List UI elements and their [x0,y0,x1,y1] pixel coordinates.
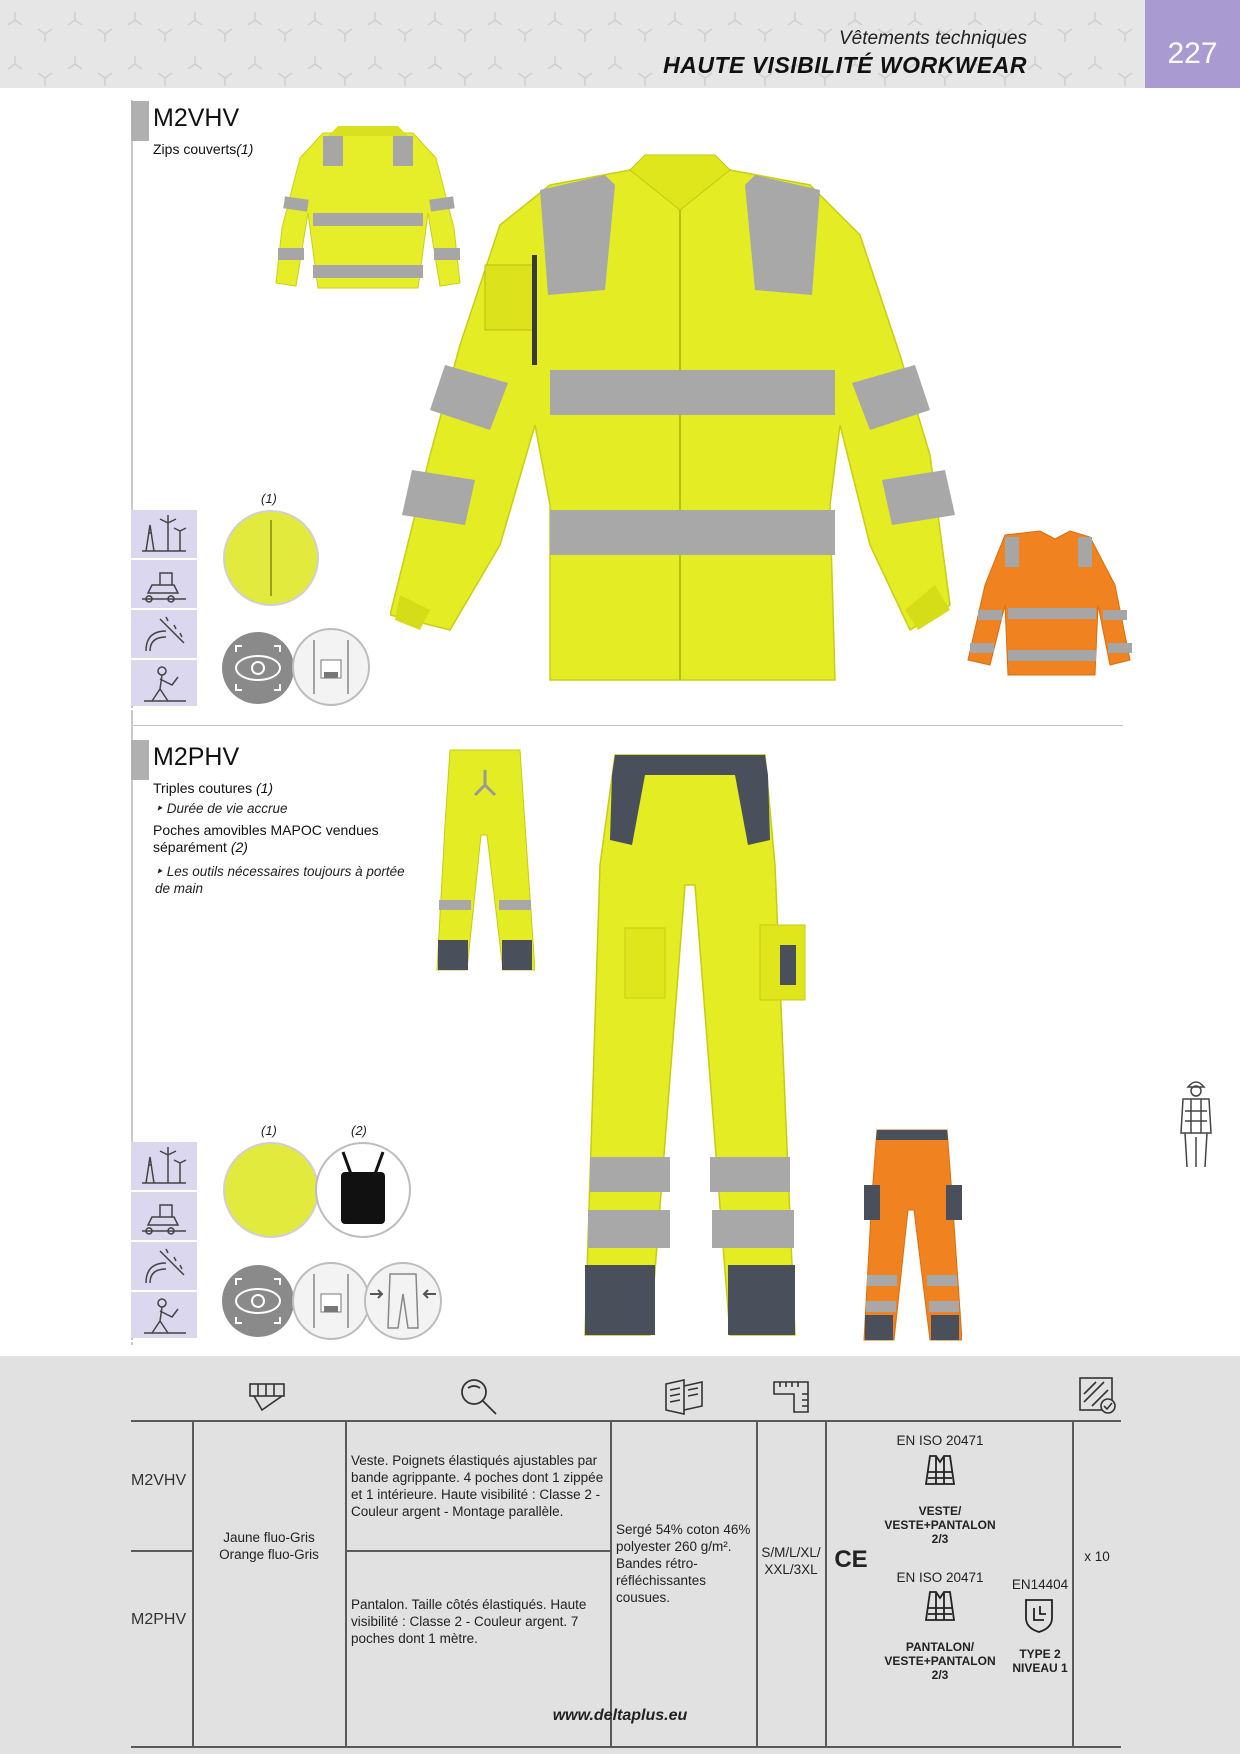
eye-icon [222,1265,294,1337]
trousers-back-image [435,745,535,975]
feature-text: Triples coutures [153,780,253,796]
power-plant-icon [131,1142,197,1192]
jacket-orange-image [960,525,1135,680]
page-header [0,0,1145,88]
section-marker [131,740,149,780]
detail-icon [458,1376,500,1418]
table-rule [192,1420,194,1747]
pocket-icon [294,1264,368,1338]
size-icon [772,1378,812,1416]
description-cell: Pantalon. Taille côtés élastiqués. Haute visibilité : Classe 2 - Couleur argent. 7 poches dont 1 mètre. [351,1597,587,1646]
header-subtitle: Vêtements techniques [838,28,1027,49]
use-icons [131,1142,197,1338]
feature-text: Poches amovibles MAPOC vendues séparément [153,822,379,855]
material-cell: Sergé 54% coton 46% polyester 260 g/m². Bandes rétro-réfléchissantes cousues. [616,1522,751,1605]
standard-class: VESTE/ VESTE+PANTALON 2/3 [884,1504,996,1546]
section-separator [133,725,1123,726]
pocket-circle [292,1262,370,1340]
feature-ref: (2) [230,839,248,855]
hi-vis-vest-icon [922,1452,958,1488]
section-marker [131,101,149,141]
feature-text: Zips couverts [153,141,237,157]
table-rule [825,1420,827,1747]
worker-icon [131,660,197,710]
standard-label: EN ISO 20471 [896,1570,984,1585]
detail-ref-1: (1) [261,1123,277,1138]
feature-sub-text: Les outils nécessaires toujours à portée de main [155,864,405,896]
sizes-cell: S/M/L/XL/ XXL/3XL [761,1545,821,1577]
feature-sub-text: Durée de vie accrue [166,801,288,816]
table-rule [345,1420,347,1747]
hi-vis-vest-icon [922,1588,958,1624]
knee-protection-icon [1022,1596,1056,1634]
trousers-front-image [570,745,810,1345]
table-rule [131,1550,193,1552]
use-icons [131,510,197,706]
zip-line [270,520,272,596]
packaging-cell: x 10 [1084,1549,1110,1564]
telecom-icon [131,610,197,660]
pocket-circle [292,628,370,706]
zip-detail-circle [223,510,319,606]
product-feature-1 [153,780,273,797]
seam-detail-circle [223,1142,319,1238]
header-title: HAUTE VISIBILITÉ WORKWEAR [663,52,1027,78]
table-rule [131,1746,1121,1748]
pocket-icon [294,630,368,704]
construction-site-icon [131,1192,197,1242]
table-rule [756,1420,758,1747]
visibility-circle [222,632,294,704]
telecom-icon [131,1242,197,1292]
row-ref: M2VHV [131,1472,187,1489]
product-name: M2PHV [153,743,240,771]
detail-ref-2: (2) [351,1123,367,1138]
worker-icon [131,1292,197,1342]
detail-ref: (1) [261,491,277,506]
visibility-circle [222,1265,294,1337]
page-number: 227 [1145,0,1240,88]
hi-vis-worker-icon [1175,1075,1217,1170]
table-rule [345,1550,611,1552]
product-feature [153,141,253,158]
product-name: M2VHV [153,104,240,132]
material-icon [662,1376,708,1418]
table-rule [610,1420,612,1747]
table-rule [131,1420,1121,1422]
ce-mark: CE [834,1546,868,1573]
description-cell: Veste. Poignets élastiqués ajustables par bande agrippante. 4 poches dont 1 zippée et 1 intérieure. Haute visibilité : Classe 2 - Couleur argent - Montage parallèle. [351,1453,604,1519]
spec-table [0,1356,1240,1754]
product-feature-2 [153,822,393,856]
waist-circle [364,1262,442,1340]
mapoc-pocket-circle [315,1142,411,1238]
feature-1-sub: ‣ Durée de vie accrue [155,801,288,816]
feature-2-sub: ‣ Les outils nécessaires toujours à portée de main [155,864,405,896]
eye-icon [222,632,294,704]
row-ref: M2PHV [131,1611,187,1628]
feature-ref: (1) [255,780,274,796]
footer-url[interactable]: www.deltaplus.eu [552,1707,688,1724]
trousers-orange-image [862,1125,962,1345]
colors-icon [248,1380,288,1416]
standard-label: EN ISO 20471 [896,1433,984,1448]
construction-site-icon [131,560,197,610]
colors-cell: Jaune fluo-Gris Orange fluo-Gris [219,1530,319,1562]
mapoc-pocket-icon [317,1144,409,1236]
power-plant-icon [131,510,197,560]
elastic-waist-icon [366,1264,440,1338]
standard-class: TYPE 2 NIVEAU 1 [1012,1647,1068,1675]
standard-class: PANTALON/ VESTE+PANTALON 2/3 [884,1640,996,1682]
standard-label: EN14404 [1011,1577,1069,1592]
standards-icon [1078,1376,1118,1416]
feature-ref: (1) [236,141,254,157]
jacket-front-image [390,125,970,685]
